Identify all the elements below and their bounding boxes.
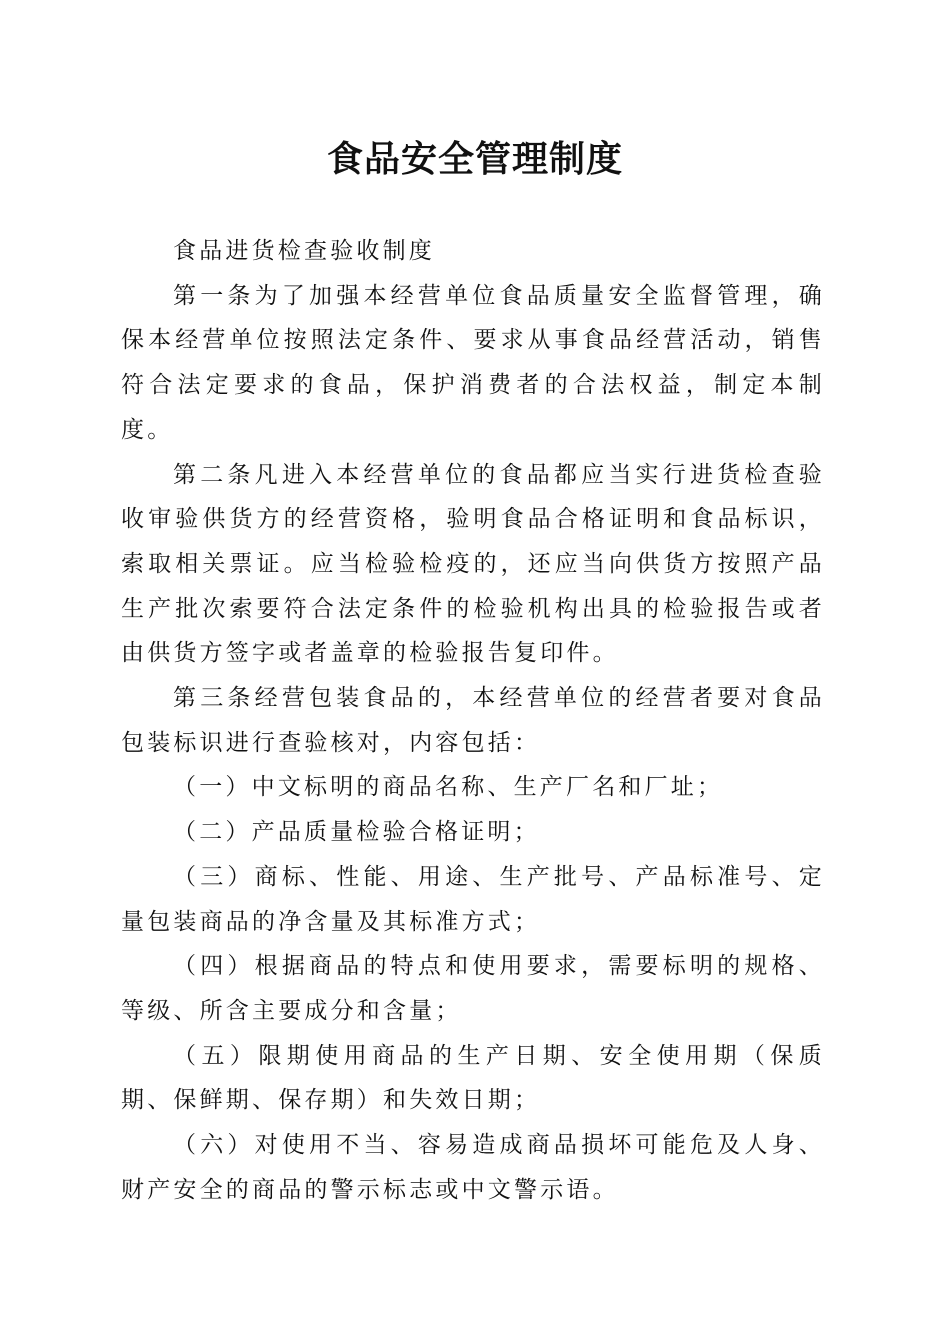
article-2-paragraph: 第二条凡进入本经营单位的食品都应当实行进货检查验收审验供货方的经营资格，验明食品合格证明和食品标识，索取相关票证。应当检验检疫的，还应当向供货方按照产品生产批次索要符合法定条件的检验机构出具的检验报告或者由供货方签字或者盖章的检验报告复印件。 (121, 461, 825, 667)
document-title: 食品安全管理制度 (326, 138, 623, 180)
list-item-3: （三）商标、性能、用途、生产批号、产品标准号、定量包装商品的净含量及其标准方式； (121, 863, 825, 935)
document-body (121, 229, 825, 1212)
list-item-6: （六）对使用不当、容易造成商品损坏可能危及人身、财产安全的商品的警示标志或中文警示语。 (121, 1132, 825, 1203)
list-item-5: （五）限期使用商品的生产日期、安全使用期（保质期、保鲜期、保存期）和失效日期； (121, 1042, 825, 1114)
article-3-paragraph: 第三条经营包装食品的，本经营单位的经营者要对食品包装标识进行查验核对，内容包括： (121, 685, 825, 756)
list-item-1: （一）中文标明的商品名称、生产厂名和厂址； (173, 774, 724, 801)
article-1-paragraph: 第一条为了加强本经营单位食品质量安全监督管理，确保本经营单位按照法定条件、要求从事食品经营活动，销售符合法定要求的食品，保护消费者的合法权益，制定本制度。 (121, 282, 825, 443)
list-item-2: （二）产品质量检验合格证明； (173, 819, 540, 846)
list-item-4: （四）根据商品的特点和使用要求，需要标明的规格、等级、所含主要成分和含量； (121, 953, 825, 1024)
section-heading: 食品进货检查验收制度 (173, 238, 435, 264)
